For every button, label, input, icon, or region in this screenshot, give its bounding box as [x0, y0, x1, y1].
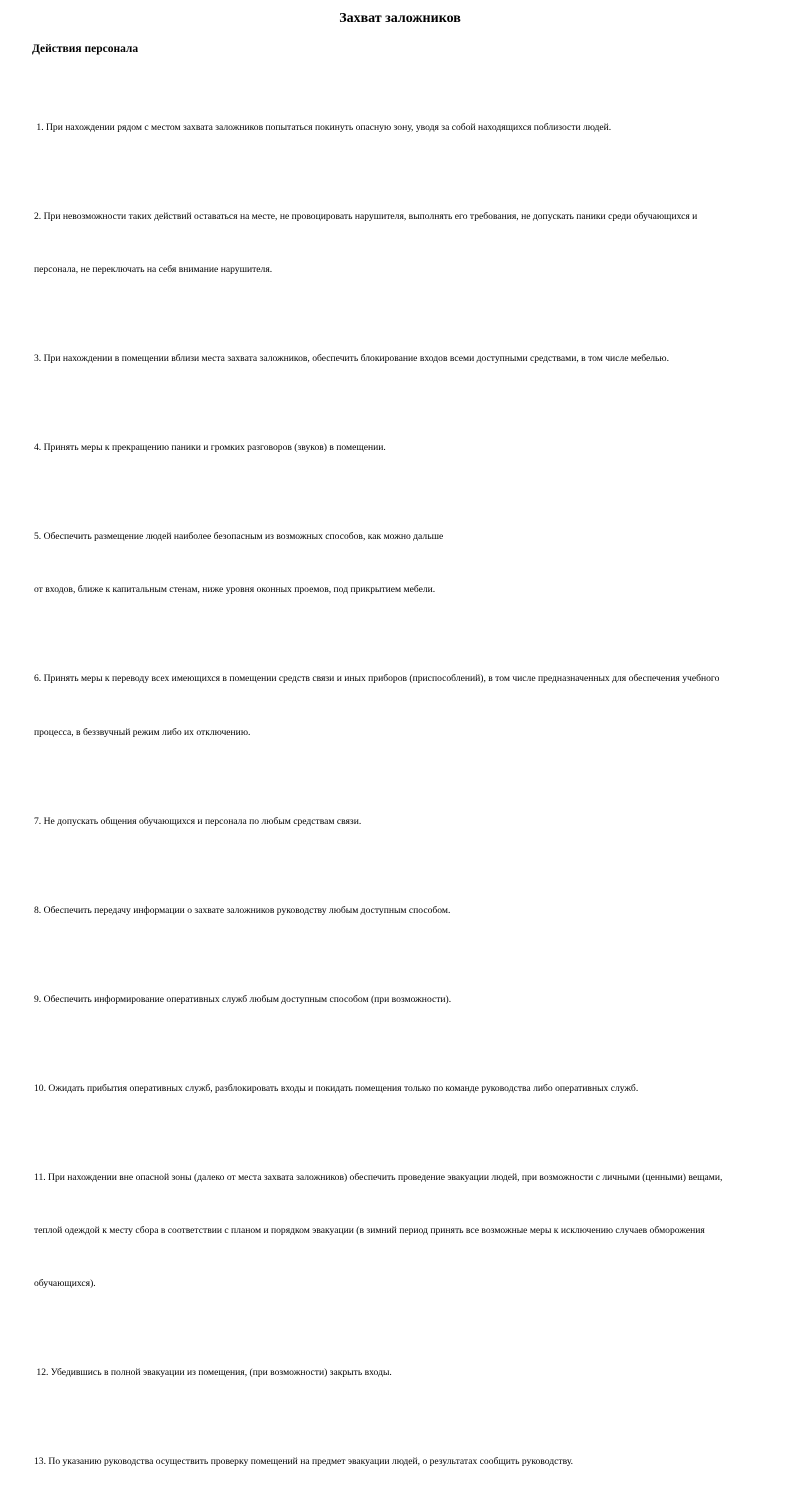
list-item-text: 6. Принять меры к переводу всех имеющихся в помещении средств связи и иных приборов (приспособлений), в том числе предназначенных для обеспечения учебного [34, 673, 720, 685]
list-item-text: 3. При нахождении в помещении вблизи места захвата заложников, обеспечить блокирование входов всеми доступными средствами, в том числе мебелью. [34, 352, 669, 364]
list-item-text: 12. Убедившись в полной эвакуации из помещения, (при возможности) закрыть входы. [34, 1367, 392, 1379]
list-item-text: от входов, ближе к капитальным стенам, ниже уровня оконных проемов, под прикрытием мебели. [34, 584, 436, 596]
list-item [34, 1133, 794, 1329]
list-item [34, 777, 794, 866]
list-item-text: 9. Обеспечить информирование оперативных служб любым доступным способом (при возможности). [34, 993, 452, 1005]
list-item [34, 955, 794, 1044]
list-item [34, 403, 794, 492]
list-item [34, 1329, 794, 1418]
list-item [34, 1044, 794, 1133]
list-item [34, 635, 794, 777]
list-item-text: процесса, в беззвучный режим либо их отключению. [34, 726, 251, 738]
list-item-text: 4. Принять меры к прекращению паники и громких разговоров (звуков) в помещении. [34, 441, 386, 453]
list-item-text: 1. При нахождении рядом с местом захвата заложников попытаться покинуть опасную зону, уводя за собой находящихся поблизости людей. [34, 121, 612, 133]
section-heading: Действия персонала [32, 43, 139, 55]
list-item-text: персонала, не переключать на себя внимание нарушителя. [34, 263, 273, 275]
page-title: Захват заложников [339, 11, 461, 26]
list-item-text: 11. При нахождении вне опасной зоны (далеко от места захвата заложников) обеспечить проведение эвакуации людей, при возможности с личными (ценными) вещами, [34, 1171, 723, 1183]
list-item-text: 5. Обеспечить размещение людей наиболее безопасным из возможных способов, как можно дальше [34, 530, 444, 542]
list-item [34, 492, 794, 634]
list-item [34, 314, 794, 403]
list-item-text: обучающихся). [34, 1278, 96, 1290]
list-item [34, 172, 794, 314]
instruction-list [34, 83, 794, 1507]
list-item-text: 7. Не допускать общения обучающихся и персонала по любым средствам связи. [34, 815, 362, 827]
list-item-text: 13. По указанию руководства осуществить проверку помещений на предмет эвакуации людей, о результатах сообщить руководству. [34, 1456, 574, 1468]
list-item [34, 83, 794, 172]
list-item-text: 10. Ожидать прибытия оперативных служб, разблокировать входы и покидать помещения только по команде руководства либо оперативных служб. [34, 1082, 639, 1094]
list-item-text: 2. При невозможности таких действий оставаться на месте, не провоцировать нарушителя, выполнять его требования, не допускать паники среди обучающихся и [34, 210, 698, 222]
list-item-text: теплой одеждой к месту сбора в соответствии с планом и порядком эвакуации (в зимний период принять все возможные меры к исключению случаев обморожения [34, 1225, 705, 1236]
list-item [34, 866, 794, 955]
list-item [34, 1418, 794, 1507]
list-item-text: 8. Обеспечить передачу информации о захвате заложников руководству любым доступным способом. [34, 904, 451, 916]
